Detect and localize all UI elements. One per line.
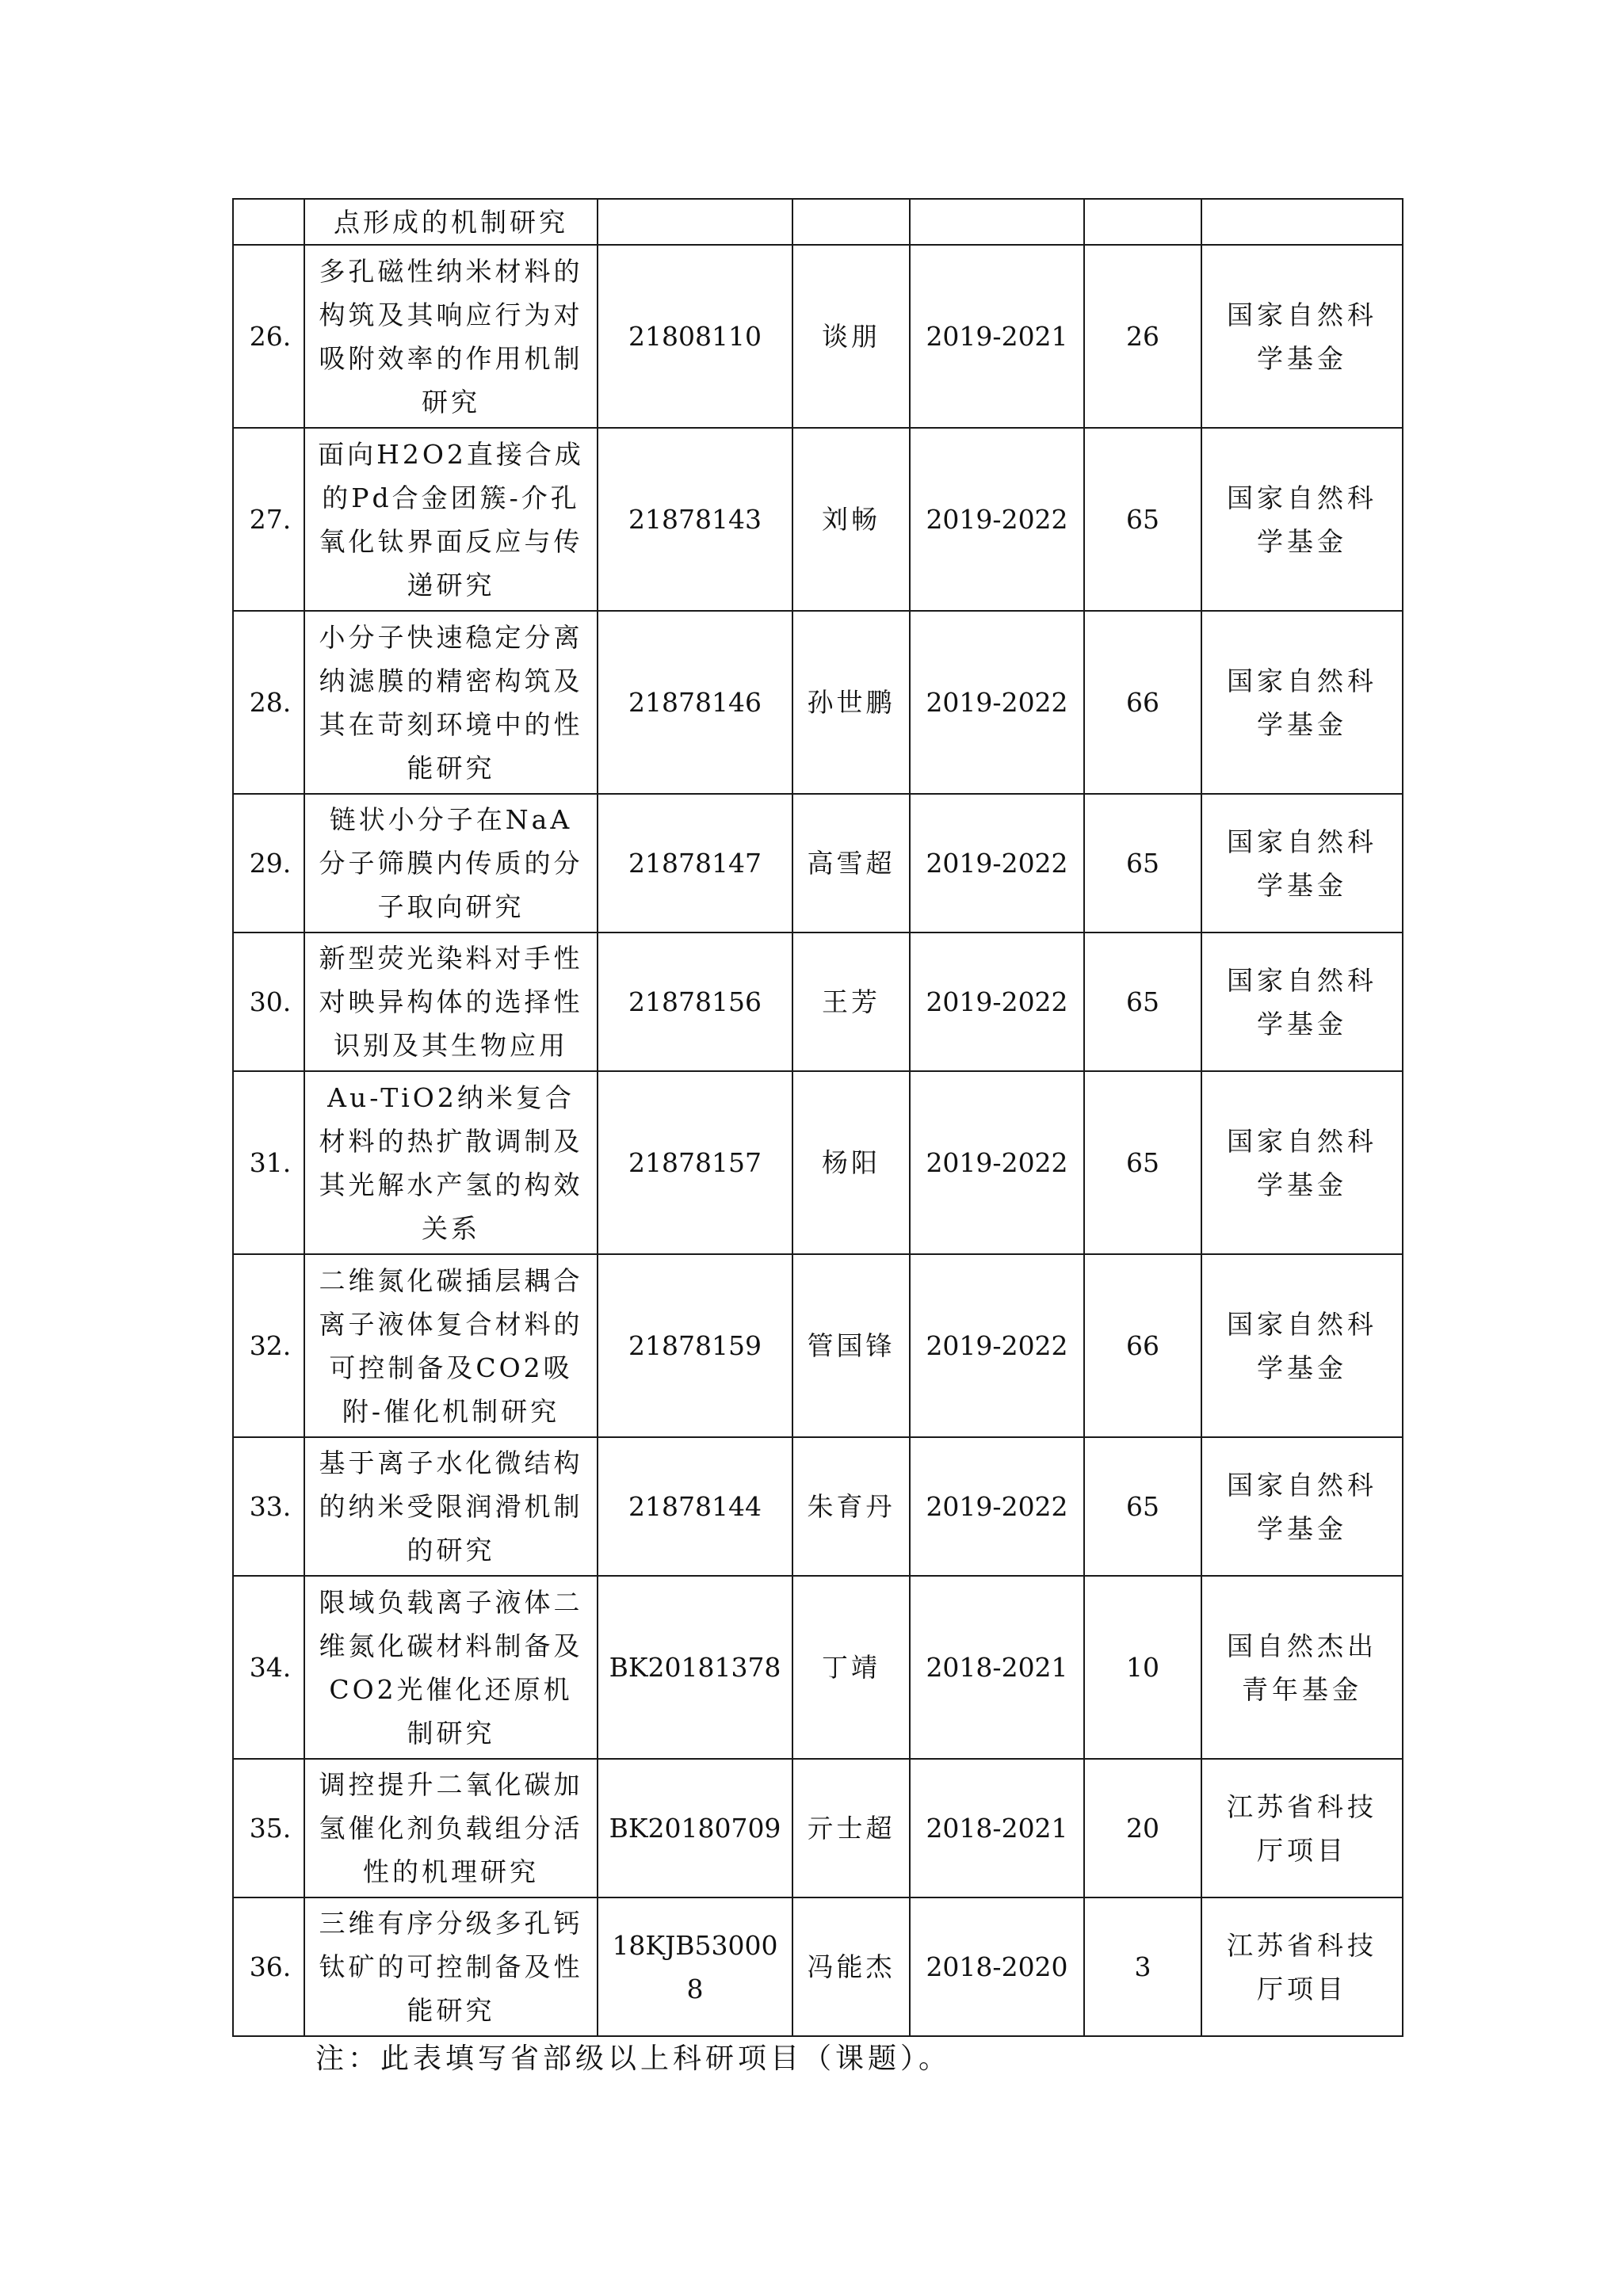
cell-project-period: 2019-2022 (910, 794, 1084, 933)
cell-project-leader: 冯能杰 (792, 1897, 910, 2036)
cell-project-title: 基于离子水化微结构的纳米受限润滑机制的研究 (304, 1437, 598, 1576)
cell-project-source: 国家自然科学基金 (1201, 1071, 1403, 1254)
cell-project-code: 21878147 (598, 794, 792, 933)
cell-project-period: 2018-2021 (910, 1759, 1084, 1897)
cell-project-title: 二维氮化碳插层耦合离子液体复合材料的可控制备及CO2吸附-催化机制研究 (304, 1254, 598, 1437)
cell-project-leader: 杨阳 (792, 1071, 910, 1254)
cell-project-period: 2019-2022 (910, 1071, 1084, 1254)
cell-project-funding (1084, 199, 1201, 245)
cell-project-period: 2019-2022 (910, 933, 1084, 1071)
table-row (233, 794, 1403, 933)
cell-project-source: 江苏省科技厅项目 (1201, 1759, 1403, 1897)
cell-project-title: Au-TiO2纳米复合材料的热扩散调制及其光解水产氢的构效关系 (304, 1071, 598, 1254)
table-row (233, 611, 1403, 794)
cell-project-period: 2019-2022 (910, 428, 1084, 611)
cell-project-funding: 26 (1084, 245, 1201, 428)
research-projects-table (232, 198, 1403, 2037)
cell-project-period: 2018-2021 (910, 1576, 1084, 1759)
cell-project-period: 2019-2022 (910, 1437, 1084, 1576)
table-row (233, 245, 1403, 428)
table-row (233, 1759, 1403, 1897)
cell-project-code: BK20180709 (598, 1759, 792, 1897)
cell-project-funding: 65 (1084, 794, 1201, 933)
cell-number: 34. (233, 1576, 304, 1759)
cell-project-title: 小分子快速稳定分离纳滤膜的精密构筑及其在苛刻环境中的性能研究 (304, 611, 598, 794)
cell-project-source: 江苏省科技厅项目 (1201, 1897, 1403, 2036)
cell-project-funding: 20 (1084, 1759, 1201, 1897)
cell-project-funding: 3 (1084, 1897, 1201, 2036)
cell-project-code: 21878159 (598, 1254, 792, 1437)
cell-project-leader: 亓士超 (792, 1759, 910, 1897)
table-row (233, 199, 1403, 245)
cell-number: 32. (233, 1254, 304, 1437)
cell-project-title: 多孔磁性纳米材料的构筑及其响应行为对吸附效率的作用机制研究 (304, 245, 598, 428)
cell-project-leader: 刘畅 (792, 428, 910, 611)
cell-project-source: 国家自然科学基金 (1201, 1437, 1403, 1576)
table-row (233, 428, 1403, 611)
cell-project-code: 21878157 (598, 1071, 792, 1254)
cell-project-source: 国家自然科学基金 (1201, 1254, 1403, 1437)
table-row (233, 1437, 1403, 1576)
cell-project-leader: 管国锋 (792, 1254, 910, 1437)
cell-project-period (910, 199, 1084, 245)
cell-project-code: 21878146 (598, 611, 792, 794)
cell-project-leader: 朱育丹 (792, 1437, 910, 1576)
cell-number: 33. (233, 1437, 304, 1576)
cell-project-source: 国家自然科学基金 (1201, 428, 1403, 611)
cell-project-source: 国家自然科学基金 (1201, 933, 1403, 1071)
cell-project-period: 2019-2022 (910, 1254, 1084, 1437)
cell-project-period: 2019-2021 (910, 245, 1084, 428)
cell-number: 31. (233, 1071, 304, 1254)
cell-number: 30. (233, 933, 304, 1071)
cell-number: 26. (233, 245, 304, 428)
cell-project-code: 21878143 (598, 428, 792, 611)
cell-project-funding: 65 (1084, 933, 1201, 1071)
cell-project-leader: 王芳 (792, 933, 910, 1071)
cell-project-funding: 10 (1084, 1576, 1201, 1759)
cell-project-code (598, 199, 792, 245)
cell-project-code: BK20181378 (598, 1576, 792, 1759)
cell-project-funding: 65 (1084, 1071, 1201, 1254)
cell-project-source: 国家自然科学基金 (1201, 245, 1403, 428)
cell-number: 36. (233, 1897, 304, 2036)
cell-project-leader: 孙世鹏 (792, 611, 910, 794)
cell-project-period: 2019-2022 (910, 611, 1084, 794)
cell-project-code: 18KJB530008 (598, 1897, 792, 2036)
table-row (233, 933, 1403, 1071)
cell-number: 35. (233, 1759, 304, 1897)
cell-project-title: 链状小分子在NaA分子筛膜内传质的分子取向研究 (304, 794, 598, 933)
cell-project-leader: 高雪超 (792, 794, 910, 933)
cell-project-title: 点形成的机制研究 (304, 199, 598, 245)
cell-project-source: 国家自然科学基金 (1201, 611, 1403, 794)
cell-project-funding: 65 (1084, 428, 1201, 611)
cell-project-period: 2018-2020 (910, 1897, 1084, 2036)
cell-project-funding: 65 (1084, 1437, 1201, 1576)
cell-project-source: 国家自然科学基金 (1201, 794, 1403, 933)
cell-project-title: 三维有序分级多孔钙钛矿的可控制备及性能研究 (304, 1897, 598, 2036)
cell-project-title: 调控提升二氧化碳加氢催化剂负载组分活性的机理研究 (304, 1759, 598, 1897)
cell-project-title: 限域负载离子液体二维氮化碳材料制备及CO2光催化还原机制研究 (304, 1576, 598, 1759)
footnote: 注：此表填写省部级以上科研项目（课题）。 (315, 2042, 952, 2075)
cell-number (233, 199, 304, 245)
table-body (233, 199, 1403, 2036)
table-row (233, 1254, 1403, 1437)
table-row (233, 1576, 1403, 1759)
cell-project-funding: 66 (1084, 1254, 1201, 1437)
cell-project-funding: 66 (1084, 611, 1201, 794)
table-row (233, 1071, 1403, 1254)
cell-project-title: 面向H2O2直接合成的Pd合金团簇-介孔氧化钛界面反应与传递研究 (304, 428, 598, 611)
cell-number: 27. (233, 428, 304, 611)
cell-project-source (1201, 199, 1403, 245)
cell-project-leader: 丁靖 (792, 1576, 910, 1759)
cell-project-leader (792, 199, 910, 245)
table-row (233, 1897, 1403, 2036)
cell-project-source: 国自然杰出青年基金 (1201, 1576, 1403, 1759)
cell-number: 29. (233, 794, 304, 933)
cell-project-code: 21808110 (598, 245, 792, 428)
cell-project-title: 新型荧光染料对手性对映异构体的选择性识别及其生物应用 (304, 933, 598, 1071)
cell-number: 28. (233, 611, 304, 794)
cell-project-code: 21878144 (598, 1437, 792, 1576)
cell-project-code: 21878156 (598, 933, 792, 1071)
cell-project-leader: 谈朋 (792, 245, 910, 428)
